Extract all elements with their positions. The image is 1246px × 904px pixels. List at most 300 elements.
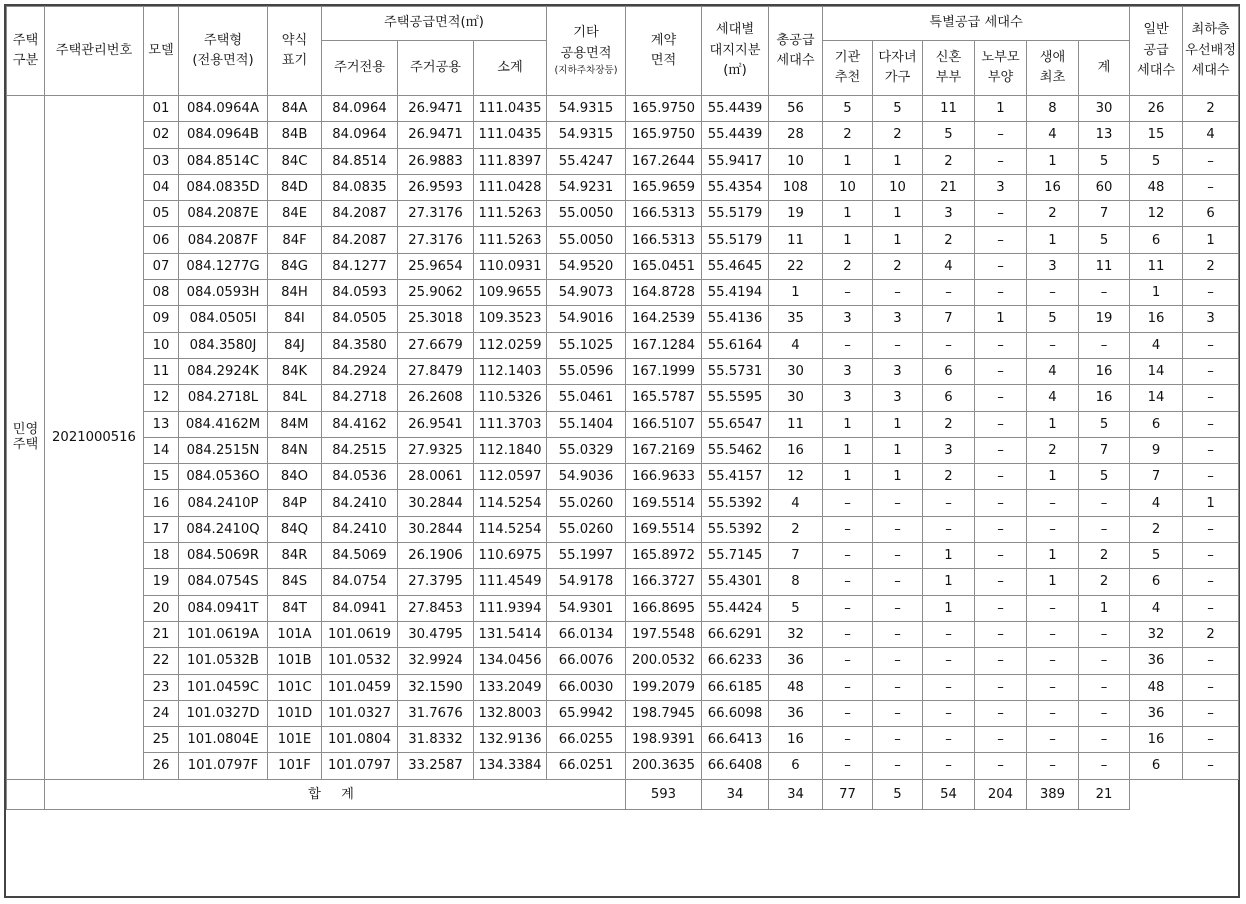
housing-type-cell: 084.3580J [179, 332, 268, 358]
other-common-cell: 54.9301 [547, 595, 626, 621]
land-share-cell: 55.5595 [702, 385, 769, 411]
general-supply-cell: 12 [1130, 201, 1183, 227]
area-subtotal-cell: 111.0428 [474, 174, 547, 200]
abbr-cell: 101D [268, 700, 322, 726]
header-residential-common: 주거공용 [398, 41, 474, 96]
institution-cell: 1 [823, 411, 873, 437]
area-subtotal-cell: 114.5254 [474, 516, 547, 542]
first-time-cell: – [1027, 595, 1079, 621]
abbr-cell: 101F [268, 753, 322, 779]
residential-area-cell: 84.8514 [322, 148, 398, 174]
header-special-sum: 계 [1079, 41, 1130, 96]
total-cell: 34 [769, 779, 823, 809]
land-share-cell: 66.6185 [702, 674, 769, 700]
abbr-cell: 84H [268, 280, 322, 306]
residential-area-cell: 84.0536 [322, 464, 398, 490]
model-cell: 03 [144, 148, 179, 174]
special-sum-cell: – [1079, 674, 1130, 700]
contract-area-cell: 165.0451 [626, 253, 702, 279]
header-special-supply: 특별공급 세대수 [823, 7, 1130, 41]
land-share-cell: 55.4439 [702, 122, 769, 148]
header-model: 모델 [144, 7, 179, 96]
lowest-floor-cell: – [1183, 332, 1239, 358]
lowest-floor-cell: – [1183, 437, 1239, 463]
general-supply-cell: 16 [1130, 727, 1183, 753]
abbr-cell: 84O [268, 464, 322, 490]
model-cell: 08 [144, 280, 179, 306]
general-supply-cell: 4 [1130, 332, 1183, 358]
model-cell: 07 [144, 253, 179, 279]
first-time-cell: 3 [1027, 253, 1079, 279]
residential-area-cell: 84.2924 [322, 358, 398, 384]
institution-cell: – [823, 569, 873, 595]
total-supply-cell: 5 [769, 595, 823, 621]
abbr-cell: 84N [268, 437, 322, 463]
table-row [7, 621, 1239, 647]
residential-area-cell: 84.0505 [322, 306, 398, 332]
multi-child-cell: – [873, 727, 923, 753]
housing-type-cell: 084.2718L [179, 385, 268, 411]
first-time-cell: 16 [1027, 174, 1079, 200]
other-common-cell: 55.1404 [547, 411, 626, 437]
table-row [7, 437, 1239, 463]
lowest-floor-cell: 1 [1183, 227, 1239, 253]
newlywed-cell: – [923, 648, 975, 674]
other-common-cell: 54.9520 [547, 253, 626, 279]
general-supply-cell: 4 [1130, 595, 1183, 621]
elderly-cell: – [975, 464, 1027, 490]
land-share-cell: 55.4301 [702, 569, 769, 595]
header-total-supply: 총공급 세대수 [769, 7, 823, 96]
contract-area-cell: 197.5548 [626, 621, 702, 647]
multi-child-cell: – [873, 595, 923, 621]
housing-type-cell: 084.2410Q [179, 516, 268, 542]
area-subtotal-cell: 109.3523 [474, 306, 547, 332]
total-supply-cell: 22 [769, 253, 823, 279]
housing-type-cell: 084.0593H [179, 280, 268, 306]
table-row [7, 516, 1239, 542]
model-cell: 01 [144, 96, 179, 122]
total-cell: 77 [823, 779, 873, 809]
general-supply-cell: 14 [1130, 385, 1183, 411]
common-area-cell: 26.9883 [398, 148, 474, 174]
institution-cell: 3 [823, 358, 873, 384]
multi-child-cell: 5 [873, 96, 923, 122]
general-supply-cell: 9 [1130, 437, 1183, 463]
land-share-cell: 66.6291 [702, 621, 769, 647]
total-supply-cell: 1 [769, 280, 823, 306]
common-area-cell: 27.6679 [398, 332, 474, 358]
total-cell: 593 [626, 779, 702, 809]
abbr-cell: 84B [268, 122, 322, 148]
other-common-cell: 66.0076 [547, 648, 626, 674]
housing-type-cell: 084.0964B [179, 122, 268, 148]
housing-type-cell: 084.5069R [179, 543, 268, 569]
common-area-cell: 27.8479 [398, 358, 474, 384]
area-subtotal-cell: 109.9655 [474, 280, 547, 306]
residential-area-cell: 84.0835 [322, 174, 398, 200]
abbr-cell: 101A [268, 621, 322, 647]
residential-area-cell: 84.5069 [322, 543, 398, 569]
residential-area-cell: 101.0797 [322, 753, 398, 779]
housing-type-cell: 084.1277G [179, 253, 268, 279]
housing-type-cell: 084.2410P [179, 490, 268, 516]
area-subtotal-cell: 110.0931 [474, 253, 547, 279]
housing-type-cell: 084.2515N [179, 437, 268, 463]
contract-area-cell: 167.2644 [626, 148, 702, 174]
common-area-cell: 25.9062 [398, 280, 474, 306]
contract-area-cell: 164.8728 [626, 280, 702, 306]
model-cell: 24 [144, 700, 179, 726]
header-general-supply: 일반 공급 세대수 [1130, 7, 1183, 96]
first-time-cell: – [1027, 490, 1079, 516]
housing-type-cell: 084.0941T [179, 595, 268, 621]
area-subtotal-cell: 111.5263 [474, 201, 547, 227]
common-area-cell: 27.3176 [398, 201, 474, 227]
abbr-cell: 84K [268, 358, 322, 384]
newlywed-cell: – [923, 674, 975, 700]
special-sum-cell: – [1079, 332, 1130, 358]
special-sum-cell: 7 [1079, 201, 1130, 227]
lowest-floor-cell: 2 [1183, 96, 1239, 122]
common-area-cell: 25.9654 [398, 253, 474, 279]
elderly-cell: – [975, 621, 1027, 647]
common-area-cell: 26.9541 [398, 411, 474, 437]
newlywed-cell: 2 [923, 227, 975, 253]
common-area-cell: 26.9471 [398, 96, 474, 122]
other-common-cell: 55.1025 [547, 332, 626, 358]
special-sum-cell: 13 [1079, 122, 1130, 148]
elderly-cell: – [975, 648, 1027, 674]
other-common-cell: 55.0329 [547, 437, 626, 463]
general-supply-cell: 6 [1130, 753, 1183, 779]
model-cell: 05 [144, 201, 179, 227]
total-supply-cell: 8 [769, 569, 823, 595]
common-area-cell: 32.1590 [398, 674, 474, 700]
residential-area-cell: 84.2410 [322, 516, 398, 542]
multi-child-cell: 3 [873, 358, 923, 384]
special-sum-cell: 16 [1079, 358, 1130, 384]
multi-child-cell: – [873, 569, 923, 595]
elderly-cell: – [975, 332, 1027, 358]
newlywed-cell: 1 [923, 569, 975, 595]
area-subtotal-cell: 131.5414 [474, 621, 547, 647]
multi-child-cell: 2 [873, 253, 923, 279]
model-cell: 21 [144, 621, 179, 647]
land-share-cell: 66.6233 [702, 648, 769, 674]
institution-cell: – [823, 332, 873, 358]
first-time-cell: 1 [1027, 543, 1079, 569]
residential-area-cell: 84.2087 [322, 201, 398, 227]
other-common-cell: 55.4247 [547, 148, 626, 174]
abbr-cell: 84A [268, 96, 322, 122]
lowest-floor-cell: – [1183, 516, 1239, 542]
abbr-cell: 84D [268, 174, 322, 200]
residential-area-cell: 84.2087 [322, 227, 398, 253]
area-subtotal-cell: 112.0597 [474, 464, 547, 490]
header-first-time: 생애 최초 [1027, 41, 1079, 96]
total-cell: 54 [923, 779, 975, 809]
general-supply-cell: 32 [1130, 621, 1183, 647]
elderly-cell: – [975, 411, 1027, 437]
lowest-floor-cell: – [1183, 148, 1239, 174]
general-supply-cell: 48 [1130, 674, 1183, 700]
header-supply-area: 주택공급면적(㎡) [322, 7, 547, 41]
header-abbreviation: 약식 표기 [268, 7, 322, 96]
elderly-cell: – [975, 700, 1027, 726]
multi-child-cell: 1 [873, 464, 923, 490]
table-row [7, 700, 1239, 726]
land-share-cell: 55.4354 [702, 174, 769, 200]
institution-cell: – [823, 543, 873, 569]
total-supply-cell: 11 [769, 411, 823, 437]
other-common-cell: 55.1997 [547, 543, 626, 569]
multi-child-cell: 1 [873, 148, 923, 174]
first-time-cell: – [1027, 753, 1079, 779]
abbr-cell: 84R [268, 543, 322, 569]
header-lowest-floor-priority: 최하층 우선배정 세대수 [1183, 7, 1239, 96]
newlywed-cell: 6 [923, 358, 975, 384]
lowest-floor-cell: – [1183, 753, 1239, 779]
table-row [7, 569, 1239, 595]
elderly-cell: – [975, 201, 1027, 227]
special-sum-cell: 1 [1079, 595, 1130, 621]
common-area-cell: 25.3018 [398, 306, 474, 332]
contract-area-cell: 165.5787 [626, 385, 702, 411]
table-row [7, 306, 1239, 332]
abbr-cell: 84G [268, 253, 322, 279]
other-common-cell: 66.0134 [547, 621, 626, 647]
first-time-cell: 2 [1027, 201, 1079, 227]
newlywed-cell: – [923, 516, 975, 542]
land-share-cell: 55.4424 [702, 595, 769, 621]
land-share-cell: 66.6408 [702, 753, 769, 779]
special-sum-cell: – [1079, 280, 1130, 306]
common-area-cell: 27.3795 [398, 569, 474, 595]
first-time-cell: 1 [1027, 227, 1079, 253]
residential-area-cell: 84.4162 [322, 411, 398, 437]
special-sum-cell: – [1079, 753, 1130, 779]
special-sum-cell: 7 [1079, 437, 1130, 463]
header-institution-recommend: 기관 추천 [823, 41, 873, 96]
general-supply-cell: 6 [1130, 411, 1183, 437]
contract-area-cell: 167.2169 [626, 437, 702, 463]
first-time-cell: 1 [1027, 148, 1079, 174]
housing-type-cell: 084.4162M [179, 411, 268, 437]
housing-type-cell: 101.0619A [179, 621, 268, 647]
general-supply-cell: 7 [1130, 464, 1183, 490]
residential-area-cell: 84.0941 [322, 595, 398, 621]
common-area-cell: 30.2844 [398, 490, 474, 516]
lowest-floor-cell: – [1183, 174, 1239, 200]
common-area-cell: 27.3176 [398, 227, 474, 253]
contract-area-cell: 166.8695 [626, 595, 702, 621]
contract-area-cell: 165.9750 [626, 122, 702, 148]
header-housing-type: 주택형 (전용면적) [179, 7, 268, 96]
institution-cell: 10 [823, 174, 873, 200]
other-common-cell: 54.9315 [547, 96, 626, 122]
area-subtotal-cell: 111.0435 [474, 96, 547, 122]
land-share-cell: 55.9417 [702, 148, 769, 174]
model-cell: 18 [144, 543, 179, 569]
general-supply-cell: 14 [1130, 358, 1183, 384]
elderly-cell: 3 [975, 174, 1027, 200]
general-supply-cell: 36 [1130, 700, 1183, 726]
other-common-cell: 55.0260 [547, 516, 626, 542]
newlywed-cell: – [923, 753, 975, 779]
land-share-cell: 55.4439 [702, 96, 769, 122]
special-sum-cell: 5 [1079, 411, 1130, 437]
lowest-floor-cell: – [1183, 385, 1239, 411]
total-cell: 21 [1079, 779, 1130, 809]
housing-type-cell: 084.0505I [179, 306, 268, 332]
multi-child-cell: – [873, 490, 923, 516]
residential-area-cell: 84.0964 [322, 122, 398, 148]
model-cell: 09 [144, 306, 179, 332]
model-cell: 15 [144, 464, 179, 490]
area-subtotal-cell: 132.8003 [474, 700, 547, 726]
header-management-number: 주택관리번호 [45, 7, 144, 96]
other-common-cell: 66.0255 [547, 727, 626, 753]
lowest-floor-cell: 2 [1183, 621, 1239, 647]
general-supply-cell: 1 [1130, 280, 1183, 306]
elderly-cell: – [975, 727, 1027, 753]
multi-child-cell: 10 [873, 174, 923, 200]
elderly-cell: – [975, 595, 1027, 621]
total-supply-cell: 36 [769, 648, 823, 674]
common-area-cell: 31.8332 [398, 727, 474, 753]
housing-type-cell: 101.0459C [179, 674, 268, 700]
land-share-cell: 55.4136 [702, 306, 769, 332]
land-share-cell: 55.5462 [702, 437, 769, 463]
lowest-floor-cell: – [1183, 569, 1239, 595]
common-area-cell: 32.9924 [398, 648, 474, 674]
multi-child-cell: 3 [873, 385, 923, 411]
common-area-cell: 26.9471 [398, 122, 474, 148]
table-row [7, 385, 1239, 411]
contract-area-cell: 200.0532 [626, 648, 702, 674]
general-supply-cell: 15 [1130, 122, 1183, 148]
table-row [7, 148, 1239, 174]
institution-cell: – [823, 648, 873, 674]
contract-area-cell: 166.3727 [626, 569, 702, 595]
multi-child-cell: 1 [873, 411, 923, 437]
abbr-cell: 101B [268, 648, 322, 674]
residential-area-cell: 84.1277 [322, 253, 398, 279]
total-supply-cell: 28 [769, 122, 823, 148]
special-sum-cell: 11 [1079, 253, 1130, 279]
header-residential-exclusive: 주거전용 [322, 41, 398, 96]
land-share-cell: 55.5179 [702, 227, 769, 253]
area-subtotal-cell: 110.6975 [474, 543, 547, 569]
common-area-cell: 26.2608 [398, 385, 474, 411]
land-share-cell: 55.5731 [702, 358, 769, 384]
housing-type-cell: 084.0754S [179, 569, 268, 595]
institution-cell: 1 [823, 227, 873, 253]
area-subtotal-cell: 111.3703 [474, 411, 547, 437]
total-supply-cell: 12 [769, 464, 823, 490]
abbr-cell: 84P [268, 490, 322, 516]
institution-cell: 2 [823, 122, 873, 148]
table-row [7, 280, 1239, 306]
contract-area-cell: 169.5514 [626, 490, 702, 516]
other-common-cell: 54.9231 [547, 174, 626, 200]
lowest-floor-cell: – [1183, 464, 1239, 490]
newlywed-cell: 11 [923, 96, 975, 122]
elderly-cell: – [975, 358, 1027, 384]
elderly-cell: – [975, 227, 1027, 253]
land-share-cell: 55.6164 [702, 332, 769, 358]
first-time-cell: 1 [1027, 569, 1079, 595]
newlywed-cell: 6 [923, 385, 975, 411]
contract-area-cell: 198.7945 [626, 700, 702, 726]
institution-cell: – [823, 490, 873, 516]
newlywed-cell: – [923, 332, 975, 358]
table-body [7, 96, 1239, 780]
first-time-cell: 1 [1027, 411, 1079, 437]
first-time-cell: 5 [1027, 306, 1079, 332]
area-subtotal-cell: 111.4549 [474, 569, 547, 595]
total-supply-cell: 16 [769, 437, 823, 463]
table-row [7, 648, 1239, 674]
multi-child-cell: – [873, 280, 923, 306]
model-cell: 13 [144, 411, 179, 437]
total-cell: 204 [975, 779, 1027, 809]
first-time-cell: – [1027, 700, 1079, 726]
land-share-cell: 55.4645 [702, 253, 769, 279]
total-row [7, 779, 1239, 809]
multi-child-cell: – [873, 700, 923, 726]
newlywed-cell: 2 [923, 411, 975, 437]
abbr-cell: 84C [268, 148, 322, 174]
common-area-cell: 27.9325 [398, 437, 474, 463]
abbr-cell: 84E [268, 201, 322, 227]
elderly-cell: – [975, 753, 1027, 779]
abbr-cell: 84J [268, 332, 322, 358]
total-label: 합 계 [45, 779, 626, 809]
residential-area-cell: 84.2515 [322, 437, 398, 463]
table-row [7, 543, 1239, 569]
elderly-cell: – [975, 385, 1027, 411]
land-share-cell: 55.5179 [702, 201, 769, 227]
total-cell: 5 [873, 779, 923, 809]
common-area-cell: 27.8453 [398, 595, 474, 621]
residential-area-cell: 84.0964 [322, 96, 398, 122]
lowest-floor-cell: – [1183, 595, 1239, 621]
lowest-floor-cell: – [1183, 674, 1239, 700]
institution-cell: – [823, 700, 873, 726]
general-supply-cell: 5 [1130, 543, 1183, 569]
model-cell: 20 [144, 595, 179, 621]
institution-cell: – [823, 516, 873, 542]
housing-type-cell: 084.8514C [179, 148, 268, 174]
area-subtotal-cell: 134.3384 [474, 753, 547, 779]
total-supply-cell: 2 [769, 516, 823, 542]
land-share-cell: 66.6413 [702, 727, 769, 753]
abbr-cell: 84Q [268, 516, 322, 542]
newlywed-cell: – [923, 621, 975, 647]
multi-child-cell: – [873, 621, 923, 647]
institution-cell: 1 [823, 148, 873, 174]
lowest-floor-cell: – [1183, 700, 1239, 726]
institution-cell: – [823, 280, 873, 306]
contract-area-cell: 200.3635 [626, 753, 702, 779]
first-time-cell: – [1027, 332, 1079, 358]
special-sum-cell: 5 [1079, 148, 1130, 174]
institution-cell: 2 [823, 253, 873, 279]
contract-area-cell: 167.1284 [626, 332, 702, 358]
model-cell: 19 [144, 569, 179, 595]
